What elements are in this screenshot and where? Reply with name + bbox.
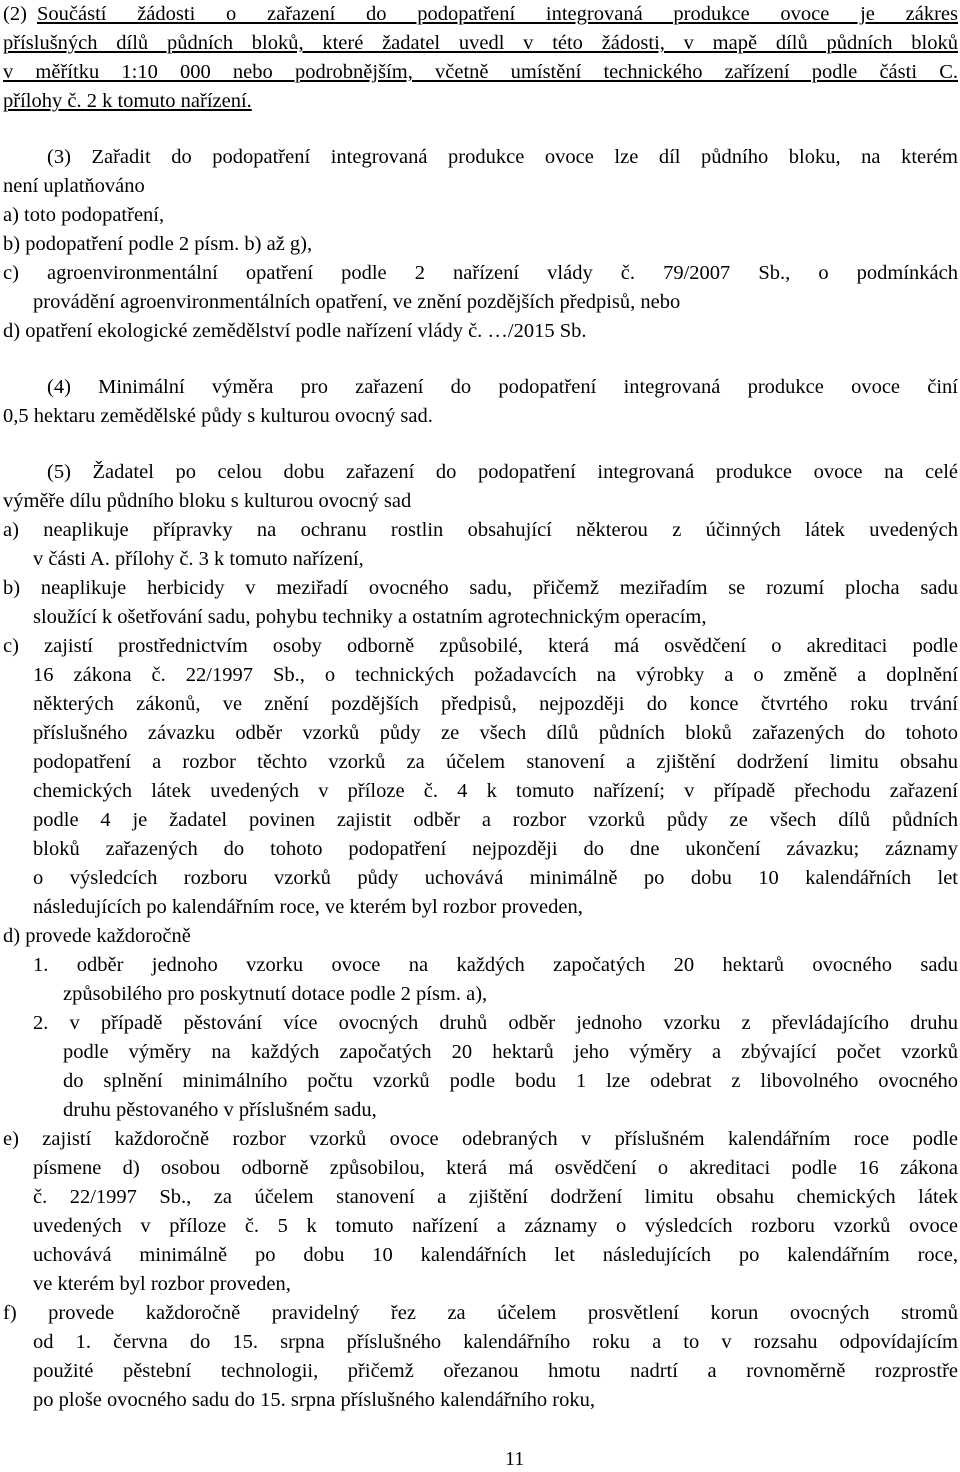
paragraph-2-line: v měřítku 1:10 000 nebo podrobnějším, včetně umístění technického zařízení podle části C. — [3, 61, 958, 83]
paragraph-5-line: do splnění minimálního počtu vzorků podle bodu 1 lze odebrat z libovolného ovocného — [63, 1070, 958, 1092]
paragraph-5-line: 2. v případě pěstování více ovocných druhů odběr jednoho vzorku z převládajícího druhu — [33, 1012, 958, 1034]
paragraph-5-line: b) neaplikuje herbicidy v meziřadí ovocného sadu, přičemž meziřadím se rozumí plocha sadu — [3, 577, 958, 599]
paragraph-5-line: c) zajistí prostřednictvím osoby odborně způsobilé, která má osvědčení o akreditaci podle — [3, 635, 958, 657]
paragraph-5-line: f) provede každoročně pravidelný řez za účelem prosvětlení korun ovocných stromů — [3, 1302, 958, 1324]
paragraph-5-line: bloků zařazených do tohoto podopatření nejpozději do dne ukončení závazku; záznamy — [33, 838, 958, 860]
paragraph-2-number: (2) — [3, 3, 27, 25]
paragraph-5-line: ve kterém byl rozbor proveden, — [33, 1273, 291, 1295]
paragraph-2-line: Součástí žádosti o zařazení do podopatření integrovaná produkce ovoce je zákres — [37, 3, 958, 25]
paragraph-5-line: výměře dílu půdního bloku s kulturou ovocný sad — [3, 490, 412, 512]
paragraph-5-line: č. 22/1997 Sb., za účelem stanovení a zjištění dodržení limitu obsahu chemických látek — [33, 1186, 958, 1208]
paragraph-5-line: uvedených v příloze č. 5 k tomuto nařízení a záznamy o výsledcích rozboru vzorků ovoce — [33, 1215, 958, 1237]
paragraph-5-line: podle výměry na každých započatých 20 hektarů jeho výměry a zbývající počet vzorků — [63, 1041, 958, 1063]
paragraph-5-line: v části A. přílohy č. 3 k tomuto nařízení, — [33, 548, 364, 570]
paragraph-3-line: d) opatření ekologické zemědělství podle nařízení vlády č. …/2015 Sb. — [3, 320, 587, 342]
paragraph-5-line: sloužící k ošetřování sadu, pohybu techniky a ostatním agrotechnickým operacím, — [33, 606, 707, 628]
paragraph-3-line: a) toto podopatření, — [3, 204, 165, 226]
paragraph-5-line: použité pěstební technologii, přičemž ořezanou hmotu nadrtí a rovnoměrně rozprostře — [33, 1360, 958, 1382]
paragraph-5-line: chemických látek uvedených v příloze č. 4 k tomuto nařízení; v případě přechodu zařazení — [33, 780, 958, 802]
paragraph-3-line: (3) Zařadit do podopatření integrovaná produkce ovoce lze díl půdního bloku, na kterém — [47, 146, 958, 168]
paragraph-3-line: není uplatňováno — [3, 175, 145, 197]
paragraph-5-line: od 1. června do 15. srpna příslušného kalendářního roku a to v rozsahu odpovídajícím — [33, 1331, 958, 1353]
paragraph-5-line: příslušného závazku odběr vzorků půdy ze všech dílů půdních bloků zařazených do tohoto — [33, 722, 958, 744]
paragraph-5-line: písmene d) osobou odborně způsobilou, která má osvědčení o akreditaci podle 16 zákona — [33, 1157, 958, 1179]
paragraph-5-line: následujících po kalendářním roce, ve kterém byl rozbor proveden, — [33, 896, 583, 918]
paragraph-5-line: d) provede každoročně — [3, 925, 191, 947]
paragraph-2-line: příslušných dílů půdních bloků, které žadatel uvedl v této žádosti, v mapě dílů půdních bloků — [3, 32, 958, 54]
paragraph-5-line: uchovává minimálně po dobu 10 kalendářních let následujících po kalendářním roce, — [33, 1244, 958, 1266]
paragraph-5-line: způsobilého pro poskytnutí dotace podle 2 písm. a), — [63, 983, 488, 1005]
paragraph-5-line: některých zákonů, ve znění pozdějších předpisů, nejpozději do konce čtvrtého roku trvání — [33, 693, 958, 715]
paragraph-5-line: 1. odběr jednoho vzorku ovoce na každých započatých 20 hektarů ovocného sadu — [33, 954, 958, 976]
paragraph-5-line: druhu pěstovaného v příslušném sadu, — [63, 1099, 377, 1121]
paragraph-5-line: e) zajistí každoročně rozbor vzorků ovoce odebraných v příslušném kalendářním roce podle — [3, 1128, 958, 1150]
paragraph-5-line: 16 zákona č. 22/1997 Sb., o technických požadavcích na výrobky a o změně a doplnění — [33, 664, 958, 686]
paragraph-4-line: 0,5 hektaru zemědělské půdy s kulturou ovocný sad. — [3, 405, 433, 427]
paragraph-5-line: a) neaplikuje přípravky na ochranu rostlin obsahující některou z účinných látek uvedených — [3, 519, 958, 541]
paragraph-3-line: provádění agroenvironmentálních opatření, ve znění pozdějších předpisů, nebo — [33, 291, 681, 313]
paragraph-5-line: podle 4 je žadatel povinen zajistit odběr a rozbor vzorků půdy ze všech dílů půdních — [33, 809, 958, 831]
paragraph-5-line: (5) Žadatel po celou dobu zařazení do podopatření integrovaná produkce ovoce na celé — [47, 461, 958, 483]
paragraph-2-line: přílohy č. 2 k tomuto nařízení. — [3, 90, 252, 112]
paragraph-3-line: c) agroenvironmentální opatření podle 2 nařízení vlády č. 79/2007 Sb., o podmínkách — [3, 262, 958, 284]
paragraph-4-line: (4) Minimální výměra pro zařazení do podopatření integrovaná produkce ovoce činí — [47, 376, 958, 398]
paragraph-5-line: podopatření a rozbor těchto vzorků za účelem stanovení a zjištění dodržení limitu obsahu — [33, 751, 958, 773]
paragraph-5-line: po ploše ovocného sadu do 15. srpna příslušného kalendářního roku, — [33, 1389, 595, 1411]
paragraph-3-line: b) podopatření podle 2 písm. b) až g), — [3, 233, 313, 255]
page-number: 11 — [505, 1448, 525, 1470]
paragraph-5-line: o výsledcích rozboru vzorků půdy uchovává minimálně po dobu 10 kalendářních let — [33, 867, 958, 889]
